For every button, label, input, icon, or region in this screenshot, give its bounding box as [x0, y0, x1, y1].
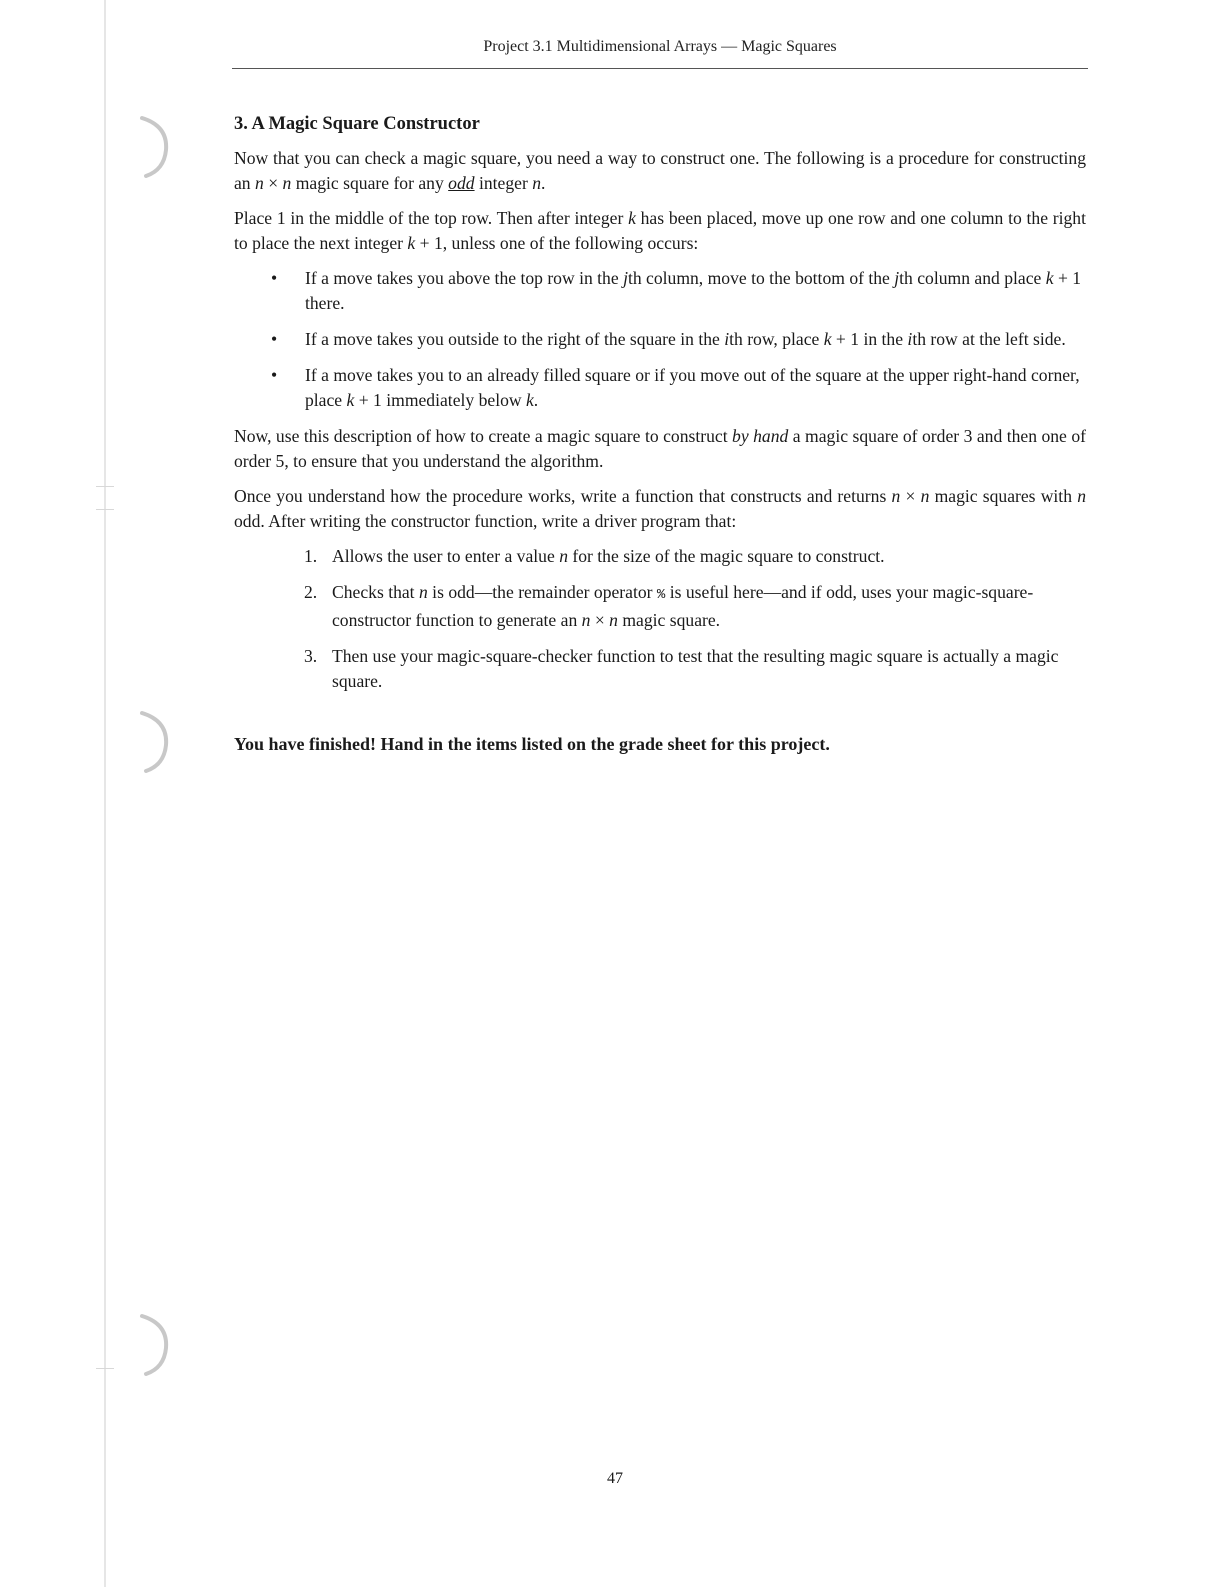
closing-note: You have finished! Hand in the items listed on the grade sheet for this project. — [234, 734, 830, 754]
binder-margin-line — [104, 0, 106, 1587]
bullet-icon: • — [271, 329, 278, 349]
binder-tick — [96, 486, 114, 487]
bullet-icon: • — [271, 365, 278, 385]
code-operator: % — [656, 587, 666, 603]
list-item: 1. Allows the user to enter a value n for the size of the magic square to construct. — [304, 546, 885, 566]
binder-hole-shadow — [128, 112, 176, 182]
rule-list — [234, 266, 1086, 413]
list-item: 2. Checks that n is odd—the remainder operator % is useful here—and if odd, uses your magic-square-constructor function to generate an n × n magic square. — [304, 582, 1034, 630]
by-hand-paragraph: Now, use this description of how to create a magic square to construct by hand a magic square of order 3 and then one of order 5, to ensure that you understand the algorithm. — [234, 426, 1086, 471]
binder-tick — [96, 1368, 114, 1369]
running-header: Project 3.1 Multidimensional Arrays — Magic Squares — [483, 38, 837, 55]
binder-hole-shadow — [128, 707, 176, 777]
bullet-icon: • — [271, 268, 278, 288]
page-content — [234, 112, 1086, 757]
section-heading: 3. A Magic Square Constructor — [234, 114, 480, 134]
driver-steps-list — [234, 544, 1086, 694]
header-rule — [232, 68, 1088, 69]
list-item: 3. Then use your magic-square-checker function to test that the resulting magic square is actually a magic square. — [304, 646, 1059, 691]
binder-tick — [96, 509, 114, 510]
list-item: • If a move takes you above the top row in the jth column, move to the bottom of the jth column and place k + 1 there. — [271, 268, 1082, 313]
list-item: • If a move takes you to an already filled square or if you move out of the square at the upper right-hand corner, place k + 1 immediately below k. — [271, 365, 1080, 410]
page-number: 47 — [607, 1470, 623, 1487]
intro-paragraph: Now that you can check a magic square, you need a way to construct one. The following is a procedure for constructing an n × n magic square for any odd integer n. — [234, 148, 1086, 193]
list-item: • If a move takes you outside to the right of the square in the ith row, place k + 1 in the ith row at the left side. — [234, 327, 1086, 352]
driver-paragraph: Once you understand how the procedure works, write a function that constructs and returns n × n magic squares with n odd. After writing the constructor function, write a driver program that: — [234, 486, 1086, 531]
procedure-paragraph: Place 1 in the middle of the top row. Then after integer k has been placed, move up one row and one column to the right to place the next integer k + 1, unless one of the following occurs: — [234, 208, 1086, 253]
binder-hole-shadow — [128, 1310, 176, 1380]
